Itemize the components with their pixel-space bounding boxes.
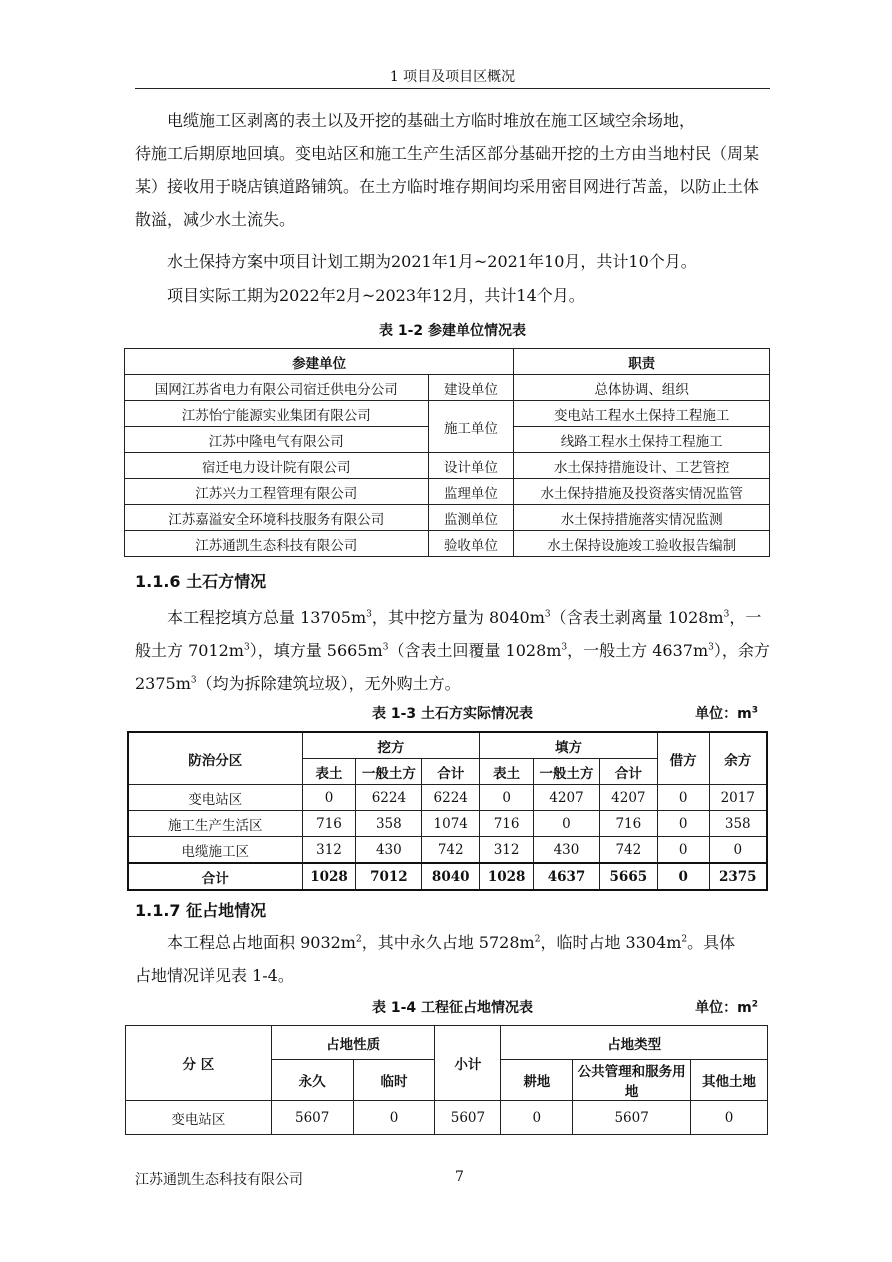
table-cell: 0: [657, 811, 709, 837]
table-cell: 1074: [422, 811, 480, 837]
header-cell: 占地性质: [271, 1026, 435, 1060]
table-cell: 合计: [128, 863, 302, 890]
table-cell: 江苏怡宁能源实业集团有限公司: [125, 401, 429, 427]
table-row: [128, 785, 767, 811]
paragraph-3: 项目实际工期为2022年2月~2023年12月，共计14个月。: [167, 286, 585, 305]
header-cell: 占地类型: [501, 1026, 768, 1060]
section-1-1-6-title: 1.1.6 土石方情况: [135, 572, 267, 591]
header-cell: 表土: [302, 759, 356, 785]
table-cell: 江苏通凯生态科技有限公司: [125, 531, 429, 557]
table-1-2: [124, 348, 770, 557]
table-cell: 716: [480, 811, 534, 837]
paragraph-land-use-line-2: 占地情况详见表 1-4。: [135, 966, 294, 985]
table-cell: 0: [302, 785, 356, 811]
table-cell: 5607: [271, 1101, 353, 1135]
section-1-1-7-title: 1.1.7 征占地情况: [135, 901, 267, 920]
table-cell: 430: [356, 837, 422, 864]
table-1-4: [125, 1025, 768, 1135]
header-cell: 合计: [422, 759, 480, 785]
table-row: [125, 479, 770, 505]
table-cell: 312: [302, 837, 356, 864]
table-cell: 0: [534, 811, 600, 837]
table-cell: 建设单位: [428, 375, 514, 401]
table-cell: 4637: [534, 863, 600, 890]
header-cell: 分 区: [126, 1026, 272, 1101]
footer-company: 江苏通凯生态科技有限公司: [135, 1172, 303, 1188]
table-cell: 5665: [599, 863, 657, 890]
table-cell: 水土保持措施设计、工艺管控: [514, 453, 770, 479]
table-1-4-caption: 表 1-4 工程征占地情况表: [371, 1000, 534, 1016]
table-header-row: [128, 732, 767, 759]
header-cell: 填方: [480, 732, 658, 759]
table-cell: 变电站区: [126, 1101, 272, 1135]
table-cell: 5607: [435, 1101, 501, 1135]
header-cell: 一般土方: [356, 759, 422, 785]
table-row: [125, 375, 770, 401]
table-cell: 施工单位: [428, 401, 514, 453]
table-cell: 6224: [356, 785, 422, 811]
table-cell: 430: [534, 837, 600, 864]
header-cell: 耕地: [501, 1060, 573, 1101]
header-cell: 参建单位: [125, 349, 514, 375]
table-row: [125, 453, 770, 479]
table-cell: 0: [657, 837, 709, 864]
header-cell: 其他土地: [691, 1060, 768, 1101]
table-cell: 0: [657, 785, 709, 811]
table-cell: 742: [422, 837, 480, 864]
table-row: [125, 505, 770, 531]
table-cell: 水土保持措施及投资落实情况监管: [514, 479, 770, 505]
paragraph-1-rest: 待施工后期原地回填。变电站区和施工生产生活区部分基础开挖的土方由当地村民（周某某）接收用于晓店镇道路铺筑。在土方临时堆存期间均采用密目网进行苫盖，以防止土体散溢，减少水土流失。: [135, 144, 760, 229]
table-cell: 线路工程水土保持工程施工: [514, 427, 770, 453]
table-1-3-caption: 表 1-3 土石方实际情况表: [371, 706, 534, 722]
table-cell: 国网江苏省电力有限公司宿迁供电分公司: [125, 375, 429, 401]
header-cell: 一般土方: [534, 759, 600, 785]
table-cell: 0: [501, 1101, 573, 1135]
table-cell: 0: [353, 1101, 435, 1135]
paragraph-2: 水土保持方案中项目计划工期为2021年1月~2021年10月，共计10个月。: [167, 252, 697, 271]
header-cell: 小计: [435, 1026, 501, 1101]
table-cell: 0: [691, 1101, 768, 1135]
paragraph-earthwork: 本工程挖填方总量 $13705m^3$，其中挖方量为 $8040m^3$（含表土剥离量 $1028m^3$，一般土方 $7012m^3$），填方量 $5665m^3$（含表土回覆量 $1028m^3$，一般土方 $4637m^3$），余方 $2375m^3$（均为拆除建筑垃圾），无外购土方。: [135, 608, 770, 693]
table-1-3-unit: 单位：$m^3$: [695, 705, 758, 722]
table-1-2-caption: 表 1-2 参建单位情况表: [378, 323, 527, 339]
table-header-row: [125, 349, 770, 375]
page-number: 7: [455, 1169, 464, 1185]
table-row: [128, 811, 767, 837]
paragraph-land-use: 本工程总占地面积 $9032m^2$，其中永久占地 $5728m^2$，临时占地 $3304m^2$。具体: [167, 933, 736, 952]
table-row: [125, 401, 770, 427]
header-cell: 临时: [353, 1060, 435, 1101]
table-cell: 监测单位: [428, 505, 514, 531]
table-cell: 0: [657, 863, 709, 890]
table-cell: 312: [480, 837, 534, 864]
table-cell: 716: [302, 811, 356, 837]
table-cell: 8040: [422, 863, 480, 890]
header-cell: 防治分区: [128, 732, 302, 785]
header-cell: 职责: [514, 349, 770, 375]
table-cell: 总体协调、组织: [514, 375, 770, 401]
table-cell: 江苏兴力工程管理有限公司: [125, 479, 429, 505]
header-cell: 表土: [480, 759, 534, 785]
table-cell: 7012: [356, 863, 422, 890]
table-cell: 6224: [422, 785, 480, 811]
table-cell: 江苏中隆电气有限公司: [125, 427, 429, 453]
table-cell: 0: [480, 785, 534, 811]
header-cell: 永久: [271, 1060, 353, 1101]
table-cell: 358: [356, 811, 422, 837]
header-cell: 公共管理和服务用地: [573, 1060, 691, 1101]
header-cell: 合计: [599, 759, 657, 785]
table-total-row: [128, 863, 767, 890]
table-cell: 水土保持措施落实情况监测: [514, 505, 770, 531]
table-cell: 742: [599, 837, 657, 864]
table-cell: 施工生产生活区: [128, 811, 302, 837]
table-cell: 1028: [302, 863, 356, 890]
table-cell: 5607: [573, 1101, 691, 1135]
table-cell: 变电站工程水土保持工程施工: [514, 401, 770, 427]
table-cell: 1028: [480, 863, 534, 890]
table-cell: 0: [709, 837, 767, 864]
running-header: 1 项目及项目区概况: [389, 69, 516, 85]
table-cell: 设计单位: [428, 453, 514, 479]
table-row: [128, 837, 767, 864]
table-cell: 监理单位: [428, 479, 514, 505]
table-cell: 716: [599, 811, 657, 837]
table-cell: 宿迁电力设计院有限公司: [125, 453, 429, 479]
table-cell: 358: [709, 811, 767, 837]
table-cell: 变电站区: [128, 785, 302, 811]
table-cell: 电缆施工区: [128, 837, 302, 864]
header-cell: 挖方: [302, 732, 480, 759]
paragraph-1-line-1: 电缆施工区剥离的表土以及开挖的基础土方临时堆放在施工区域空余场地，: [167, 111, 696, 130]
table-cell: 验收单位: [428, 531, 514, 557]
table-row: [125, 531, 770, 557]
header-rule: [135, 88, 770, 89]
table-row: [126, 1101, 768, 1135]
table-cell: 2375: [709, 863, 767, 890]
table-1-4-unit: 单位：$m^2$: [695, 999, 758, 1016]
table-cell: 4207: [534, 785, 600, 811]
table-1-3: [127, 731, 768, 891]
table-cell: 2017: [709, 785, 767, 811]
table-cell: 水土保持设施竣工验收报告编制: [514, 531, 770, 557]
table-cell: 江苏嘉溢安全环境科技服务有限公司: [125, 505, 429, 531]
table-header-row: [126, 1026, 768, 1060]
table-cell: 4207: [599, 785, 657, 811]
header-cell: 借方: [657, 732, 709, 785]
header-cell: 余方: [709, 732, 767, 785]
